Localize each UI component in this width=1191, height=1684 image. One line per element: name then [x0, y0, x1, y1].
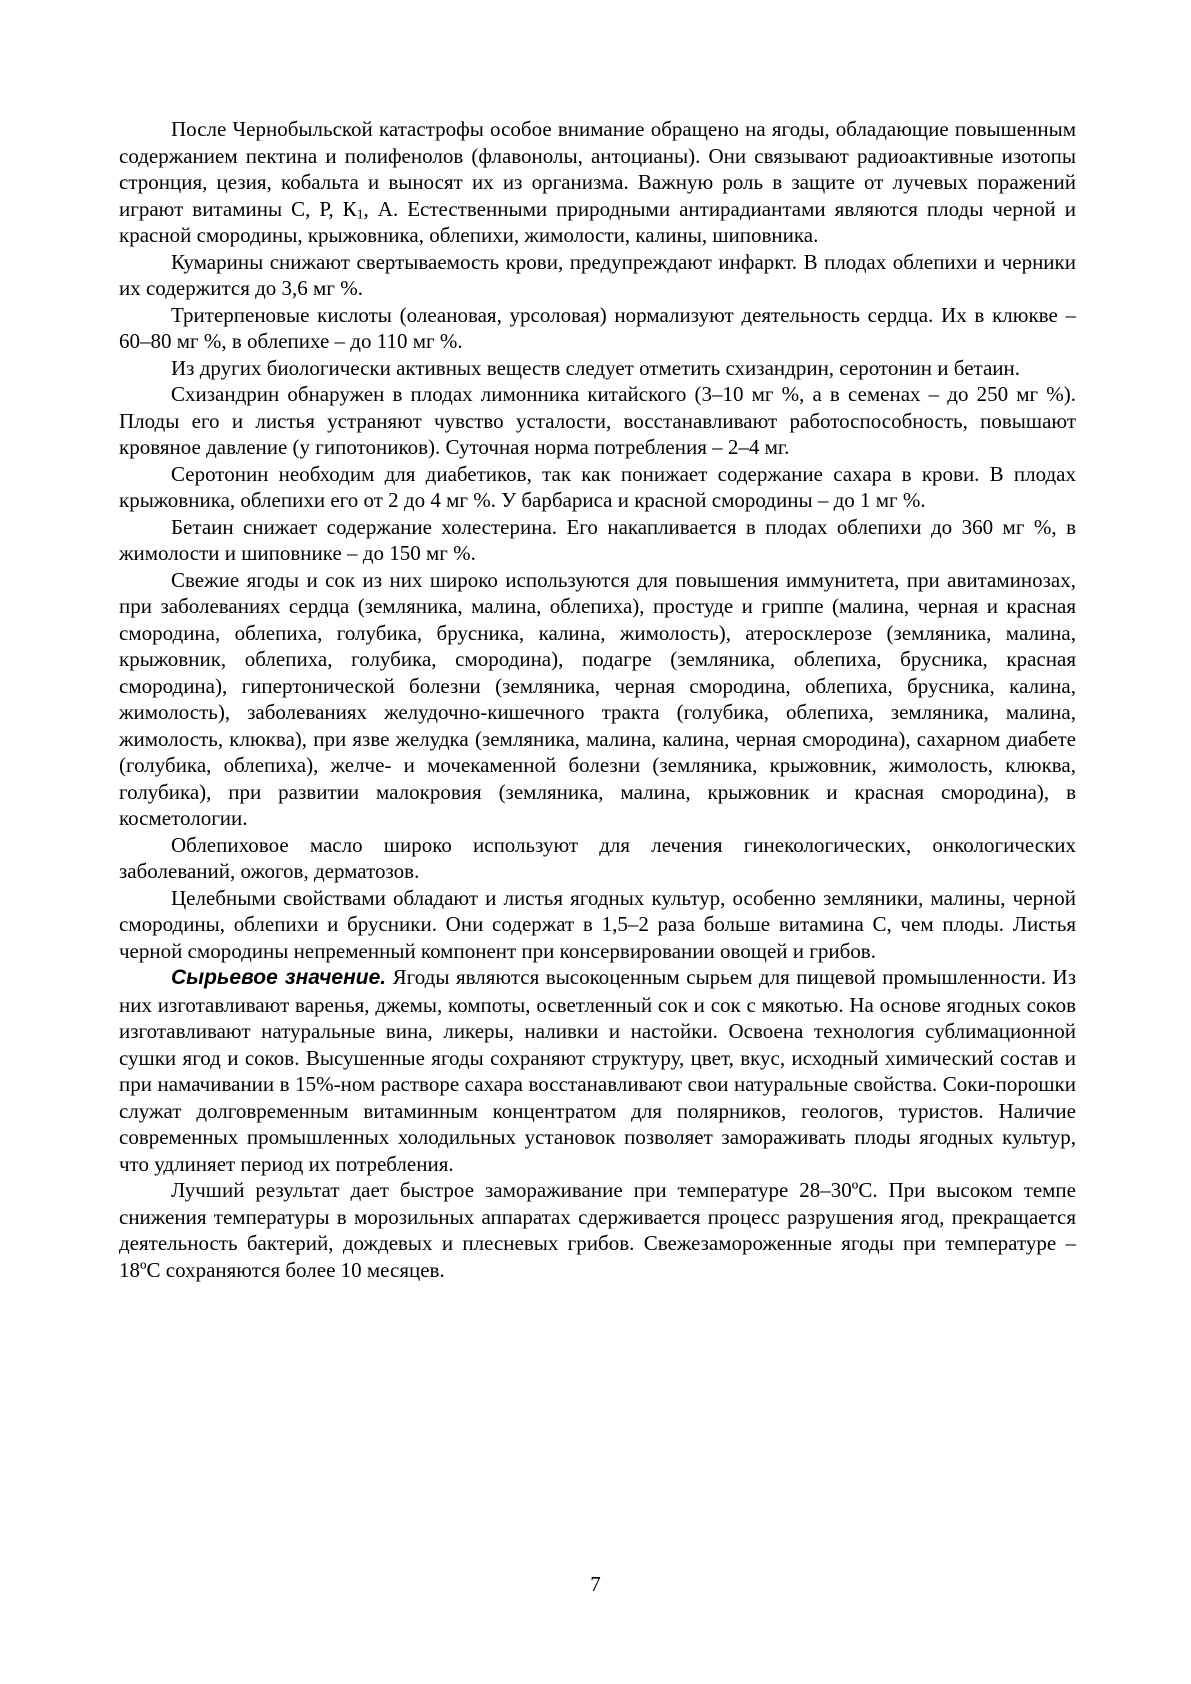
section-heading-raw-material: Сырьевое значение. [171, 966, 387, 989]
paragraph-freezing: Лучший результат дает быстрое замораживание при температуре 28–30ºС. При высоком темпе снижения температуры в морозильных аппаратах сдерживается процесс разрушения ягод, прекращается деятельность бактерий, дождевых и плесневых грибов. Свежезамороженные ягоды при температуре –18ºС сохраняются более 10 месяцев. [119, 1178, 1076, 1282]
paragraph-raw-material-text: Ягоды являются высокоценным сырьем для пищевой промышленности. Из них изготавливают варенья, джемы, компоты, осветленный сок и сок с мякотью. На основе ягодных соков изготавливают натуральные вина, ликеры, наливки и настойки. Освоена технология сублимационной сушки ягод и соков. Высушенные ягоды сохраняют структуру, цвет, вкус, исходный химический состав и при намачивании в 15%-ном растворе сахара восстанавливают свои натуральные свойства. Соки-порошки служат долговременным витаминным концентратом для полярников, геологов, туристов. Наличие современных промышленных холодильных установок позволяет замораживать плоды ягодных культур, что удлиняет период их потребления. [119, 965, 1076, 1176]
paragraph-fresh-berries: Свежие ягоды и сок из них широко используются для повышения иммунитета, при авитаминозах, при заболеваниях сердца (земляника, малина, облепиха), простуде и гриппе (малина, черная и красная смородина, облепиха, голубика, брусника, калина, жимолость), атеросклерозе (земляника, малина, крыжовник, облепиха, голубика, смородина), подагре (земляника, облепиха, брусника, красная смородина), гипертонической болезни (земляника, черная смородина, облепиха, брусника, калина, жимолость), заболеваниях желудочно-кишечного тракта (голубика, облепиха, земляника, малина, жимолость, клюква), при язве желудка (земляника, малина, калина, черная смородина), сахарном диабете (голубика, облепиха), желче- и мочекаменной болезни (земляника, крыжовник, жимолость, клюква, голубика), при развитии малокровия (земляника, малина, крыжовник и красная смородина), в косметологии. [119, 567, 1076, 830]
paragraph-schisandrin: Схизандрин обнаружен в плодах лимонника китайского (3–10 мг %, а в семенах – до 250 мг %). Плоды его и листья устраняют чувство усталости, восстанавливают работоспособность, повышают кровяное давление (у гипотоников). Суточная норма потребления – 2–4 мг. [119, 382, 1076, 459]
paragraph-triterpene-acids: Тритерпеновые кислоты (олеановая, урсоловая) нормализуют деятельность сердца. Их в клюкве – 60–80 мг %, в облепихе – до 110 мг %. [119, 302, 1076, 353]
paragraph-raw-material [119, 964, 1076, 1177]
paragraph-sea-buckthorn-oil: Облепиховое масло широко используют для лечения гинекологических, онкологических заболеваний, ожогов, дерматозов. [119, 832, 1076, 883]
paragraph-chernobyl [119, 116, 1076, 249]
paragraph-chernobyl-text: После Чернобыльской катастрофы особое внимание обращено на ягоды, обладающие повышенным содержанием пектина и полифенолов (флавонолы, антоцианы). Они связывают радиоактивные изотопы стронция, цезия, кобальта и выносят их из организма. Важную роль в защите от лучевых поражений играют витамины С, Р, К [119, 117, 1076, 221]
vitamin-k-subscript: 1 [356, 206, 364, 222]
paragraph-chernobyl-tail: , А. Естественными природными антирадиантами являются плоды черной и красной смородины, крыжовника, облепихи, жимолости, калины, шиповника. [119, 196, 1076, 247]
page-number: 7 [590, 1572, 601, 1596]
paragraph-coumarins: Кумарины снижают свертываемость крови, предупреждают инфаркт. В плодах облепихи и черники их содержится до 3,6 мг %. [119, 249, 1076, 300]
paragraph-other-substances: Из других биологически активных веществ следует отметить схизандрин, серотонин и бетаин. [171, 355, 1020, 380]
paragraph-serotonin: Серотонин необходим для диабетиков, так как понижает содержание сахара в крови. В плодах крыжовника, облепихи его от 2 до 4 мг %. У барбариса и красной смородины – до 1 мг %. [119, 461, 1076, 512]
body-text [119, 116, 1076, 1283]
paragraph-leaves: Целебными свойствами обладают и листья ягодных культур, особенно земляники, малины, черной смородины, облепихи и брусники. Они содержат в 1,5–2 раза больше витамина С, чем плоды. Листья черной смородины непременный компонент при консервировании овощей и грибов. [119, 885, 1076, 963]
paragraph-betaine: Бетаин снижает содержание холестерина. Его накапливается в плодах облепихи до 360 мг %, в жимолости и шиповнике – до 150 мг %. [119, 514, 1076, 565]
